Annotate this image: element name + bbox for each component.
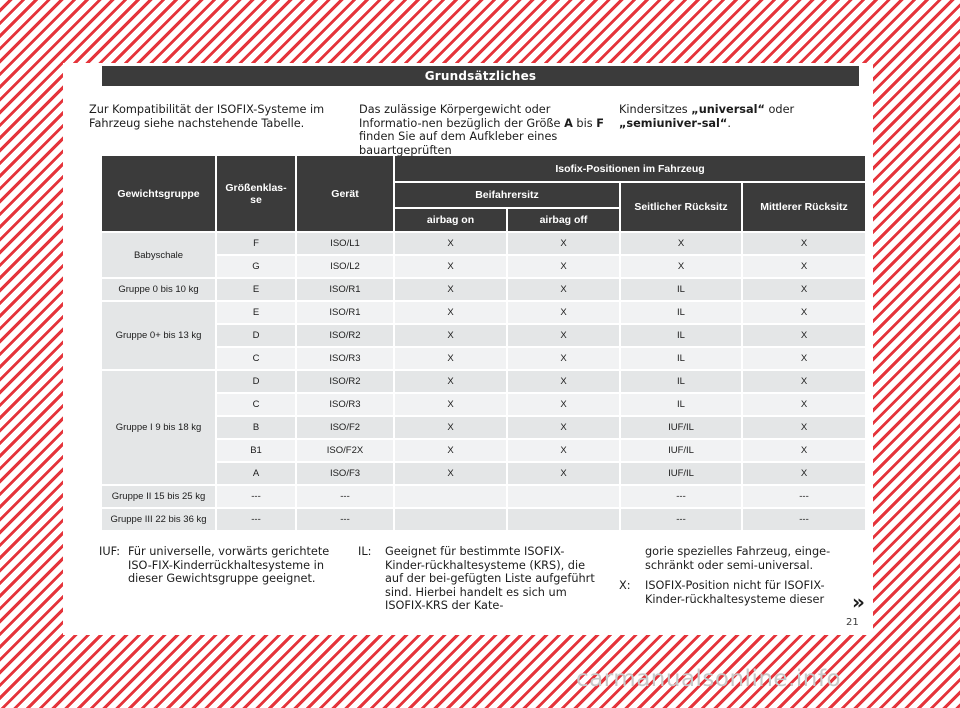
- legend-text-il: Geeignet für bestimmte ISOFIX-Kinder-rückhaltesysteme (KRS), die auf der bei-gefügten Liste aufgeführt sind. Hierbei handelt es sich um ISOFIX-KRS der Kate-: [385, 545, 595, 612]
- table-cell: X: [395, 348, 506, 369]
- table-cell: ISO/F2X: [297, 440, 393, 461]
- table-cell: IL: [621, 325, 741, 346]
- header-seitlicher-ruecksitz: Seitlicher Rücksitz: [621, 183, 741, 231]
- group-cell: Gruppe 0+ bis 13 kg: [102, 302, 215, 369]
- table-cell: X: [508, 417, 619, 438]
- watermark: carmanualsonline.info: [576, 666, 842, 692]
- header-gewichtsgruppe: Gewichtsgruppe: [102, 156, 215, 231]
- table-cell: C: [217, 348, 295, 369]
- table-cell: C: [217, 394, 295, 415]
- table-cell: X: [395, 233, 506, 254]
- table-cell: G: [217, 256, 295, 277]
- table-row: [102, 279, 865, 300]
- table-cell: IL: [621, 394, 741, 415]
- table-cell: IUF/IL: [621, 463, 741, 484]
- header-mittlerer-ruecksitz: Mittlerer Rücksitz: [743, 183, 865, 231]
- table-cell: ISO/R3: [297, 348, 393, 369]
- table-cell: X: [743, 256, 865, 277]
- header-isofix-positionen: Isofix-Positionen im Fahrzeug: [395, 156, 865, 181]
- group-cell: Gruppe I 9 bis 18 kg: [102, 371, 215, 484]
- table-cell: X: [395, 371, 506, 392]
- table-cell: X: [395, 417, 506, 438]
- table-cell: ---: [621, 486, 741, 507]
- table-cell: X: [508, 463, 619, 484]
- legend-key-iuf: IUF:: [99, 545, 121, 558]
- table-row: [102, 325, 865, 346]
- table-cell: ISO/L1: [297, 233, 393, 254]
- table-cell: X: [621, 256, 741, 277]
- table-cell: X: [743, 348, 865, 369]
- table-cell: X: [743, 279, 865, 300]
- legend-text-iuf: Für universelle, vorwärts gerichtete ISO-FIX-Kinderrückhaltesysteme in dieser Gewichtsgruppe geeignet.: [128, 545, 330, 585]
- table-cell: X: [508, 233, 619, 254]
- table-cell: X: [508, 348, 619, 369]
- table-row: [102, 463, 865, 484]
- table-cell: X: [743, 440, 865, 461]
- table-cell: ---: [297, 509, 393, 530]
- table-row: [102, 509, 865, 530]
- table-cell: A: [217, 463, 295, 484]
- legend-text-il-continued: gorie spezielles Fahrzeug, einge-schränkt oder semi-universal.: [645, 545, 831, 572]
- table-cell: ---: [621, 509, 741, 530]
- table-cell: ISO/L2: [297, 256, 393, 277]
- table-cell: X: [508, 371, 619, 392]
- intro-column-2: Das zulässige Körpergewicht oder Informatio-nen bezüglich der Größe A bis F finden Sie auf dem Aufkleber eines bauartgeprüften: [359, 103, 604, 157]
- table-cell: ---: [297, 486, 393, 507]
- table-row: [102, 302, 865, 323]
- table-cell: D: [217, 325, 295, 346]
- table-cell: [395, 486, 506, 507]
- table-cell: X: [743, 302, 865, 323]
- table-cell: IL: [621, 348, 741, 369]
- table-cell: ---: [217, 509, 295, 530]
- table-row: [102, 417, 865, 438]
- table-cell: ---: [743, 486, 865, 507]
- table-cell: X: [743, 371, 865, 392]
- table-cell: X: [743, 394, 865, 415]
- table-cell: X: [743, 325, 865, 346]
- table-cell: X: [508, 440, 619, 461]
- table-cell: ISO/R3: [297, 394, 393, 415]
- header-beifahrersitz: Beifahrersitz: [395, 183, 619, 207]
- table-row: [102, 256, 865, 277]
- table-cell: X: [395, 394, 506, 415]
- header-airbag-on: airbag on: [395, 209, 506, 231]
- table-cell: ISO/R2: [297, 371, 393, 392]
- table-cell: [395, 509, 506, 530]
- table-cell: [508, 486, 619, 507]
- table-cell: X: [743, 463, 865, 484]
- table-cell: X: [395, 325, 506, 346]
- table-cell: X: [395, 256, 506, 277]
- page-number: 21: [846, 617, 859, 628]
- table-cell: X: [508, 325, 619, 346]
- table-cell: D: [217, 371, 295, 392]
- table-cell: IUF/IL: [621, 417, 741, 438]
- table-cell: IL: [621, 302, 741, 323]
- table-cell: X: [508, 279, 619, 300]
- header-geraet: Gerät: [297, 156, 393, 231]
- isofix-table: [100, 154, 867, 532]
- table-cell: F: [217, 233, 295, 254]
- table-cell: ISO/R2: [297, 325, 393, 346]
- header-groessenklasse: Größenklas-se: [217, 156, 295, 231]
- table-cell: ---: [217, 486, 295, 507]
- table-cell: E: [217, 279, 295, 300]
- legend-key-il: IL:: [358, 545, 372, 558]
- group-cell: Gruppe 0 bis 10 kg: [102, 279, 215, 300]
- table-cell: IL: [621, 371, 741, 392]
- continue-marker-icon: »: [852, 590, 865, 614]
- table-cell: X: [743, 417, 865, 438]
- legend-text-x: ISOFIX-Position nicht für ISOFIX-Kinder-rückhaltesysteme dieser: [645, 579, 825, 606]
- table-row: [102, 233, 865, 254]
- intro-column-1: Zur Kompatibilität der ISOFIX-Systeme im Fahrzeug siehe nachstehende Tabelle.: [89, 103, 325, 130]
- group-cell: Babyschale: [102, 233, 215, 277]
- table-row: [102, 348, 865, 369]
- table-cell: B1: [217, 440, 295, 461]
- legend-key-x: X:: [619, 579, 631, 592]
- intro-column-3: Kindersitzes „universal“ oder „semiuniver-sal“.: [619, 103, 795, 130]
- table-cell: X: [508, 394, 619, 415]
- table-row: [102, 486, 865, 507]
- group-cell: Gruppe II 15 bis 25 kg: [102, 486, 215, 507]
- table-cell: [508, 509, 619, 530]
- table-row: [102, 394, 865, 415]
- table-cell: X: [508, 256, 619, 277]
- table-cell: B: [217, 417, 295, 438]
- table-cell: IL: [621, 279, 741, 300]
- table-cell: ISO/R1: [297, 279, 393, 300]
- table-cell: X: [395, 302, 506, 323]
- table-cell: X: [621, 233, 741, 254]
- table-cell: X: [743, 233, 865, 254]
- table-cell: IUF/IL: [621, 440, 741, 461]
- section-header: Grundsätzliches: [102, 66, 859, 86]
- table-cell: E: [217, 302, 295, 323]
- table-cell: ---: [743, 509, 865, 530]
- table-cell: ISO/R1: [297, 302, 393, 323]
- group-cell: Gruppe III 22 bis 36 kg: [102, 509, 215, 530]
- table-cell: ISO/F3: [297, 463, 393, 484]
- table-cell: X: [395, 279, 506, 300]
- table-row: [102, 371, 865, 392]
- table-cell: X: [395, 440, 506, 461]
- table-cell: ISO/F2: [297, 417, 393, 438]
- table-cell: X: [508, 302, 619, 323]
- table-cell: X: [395, 463, 506, 484]
- table-row: [102, 440, 865, 461]
- header-airbag-off: airbag off: [508, 209, 619, 231]
